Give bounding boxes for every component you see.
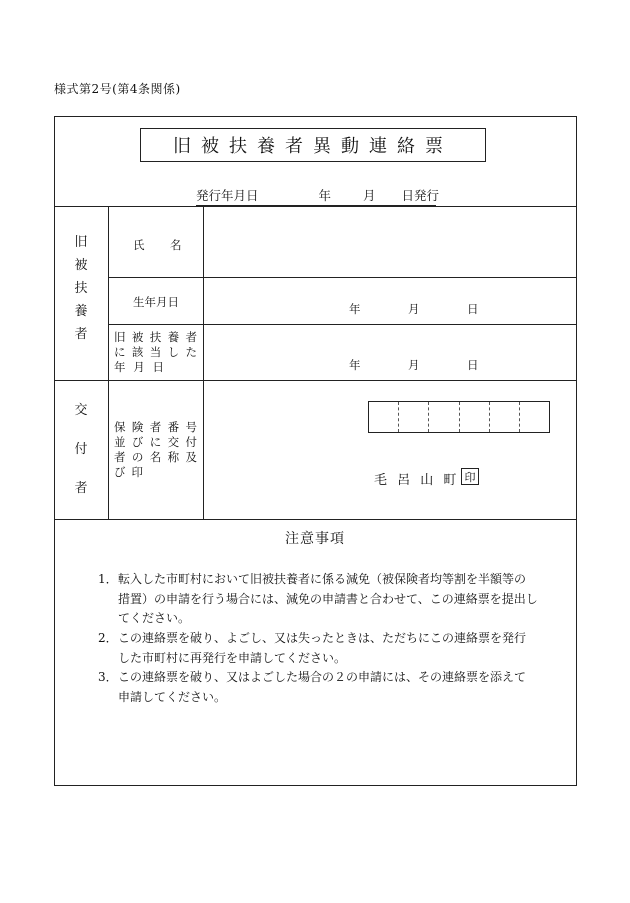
- birth-month-unit: 月: [408, 302, 420, 316]
- note-item-1: 1．転入した市町村において旧被扶養者に係る減免（被保険者均等割を半額等の 措置）の申請を行う場合には、減免の申請書と合わせて、この連絡票を提出し てください。: [98, 572, 538, 625]
- insurer-number-digit[interactable]: [489, 402, 519, 432]
- form-number: 様式第2号(第4条関係): [54, 82, 181, 96]
- issue-date-line: [196, 186, 440, 206]
- insurer-label: 保 険 者 番 号 並 び に 交 付 者 の 名 称 及 び 印: [114, 420, 197, 479]
- issue-date-label: 発行年月日: [196, 188, 259, 203]
- insurer-number-boxes[interactable]: [368, 401, 550, 433]
- divider-section: [54, 380, 577, 381]
- note-item-2: 2．この連絡票を破り、よごし、又は失ったときは、ただちにこの連絡票を発行 した市町村に再発行を申請してください。: [98, 631, 527, 665]
- qualifying-day-unit: 日: [467, 358, 479, 372]
- insurer-number-digit[interactable]: [398, 402, 428, 432]
- qualifying-date-field[interactable]: [204, 325, 576, 380]
- divider-notes: [54, 519, 577, 520]
- delivery-label: 交 付 者: [74, 403, 88, 496]
- qualifying-date-label: 旧 被 扶 養 者 に 該 当 し た 年 月 日: [114, 330, 197, 374]
- divider-col1: [108, 206, 109, 519]
- qualifying-month-unit: 月: [408, 358, 420, 372]
- insurer-number-digit[interactable]: [519, 402, 549, 432]
- issue-date-month: 月: [363, 188, 376, 203]
- birth-date-field[interactable]: [204, 278, 576, 324]
- name-field[interactable]: [204, 207, 576, 277]
- birth-year-unit: 年: [349, 302, 361, 316]
- name-label-left: 氏: [133, 238, 145, 252]
- former-dependent-label: 旧 被 扶 養 者: [74, 235, 88, 342]
- birth-label: 生年月日: [133, 295, 179, 309]
- seal-mark: 印: [461, 468, 479, 485]
- insurer-number-digit[interactable]: [428, 402, 458, 432]
- issue-date-day: 日発行: [401, 188, 440, 203]
- town-name: 毛 呂 山 町: [374, 473, 460, 488]
- insurer-number-digit[interactable]: [459, 402, 489, 432]
- qualifying-year-unit: 年: [349, 358, 361, 372]
- notes-title: 注意事項: [285, 531, 345, 547]
- name-label-right: 名: [170, 238, 182, 252]
- insurer-number-digit[interactable]: [369, 402, 398, 432]
- issue-date-year: 年: [318, 188, 332, 203]
- form-title: 旧被扶養者異動連絡票: [140, 128, 486, 162]
- birth-day-unit: 日: [467, 302, 479, 316]
- note-item-3: 3．この連絡票を破り、又はよごした場合の２の申請には、その連絡票を添えて 申請してください。: [98, 670, 527, 704]
